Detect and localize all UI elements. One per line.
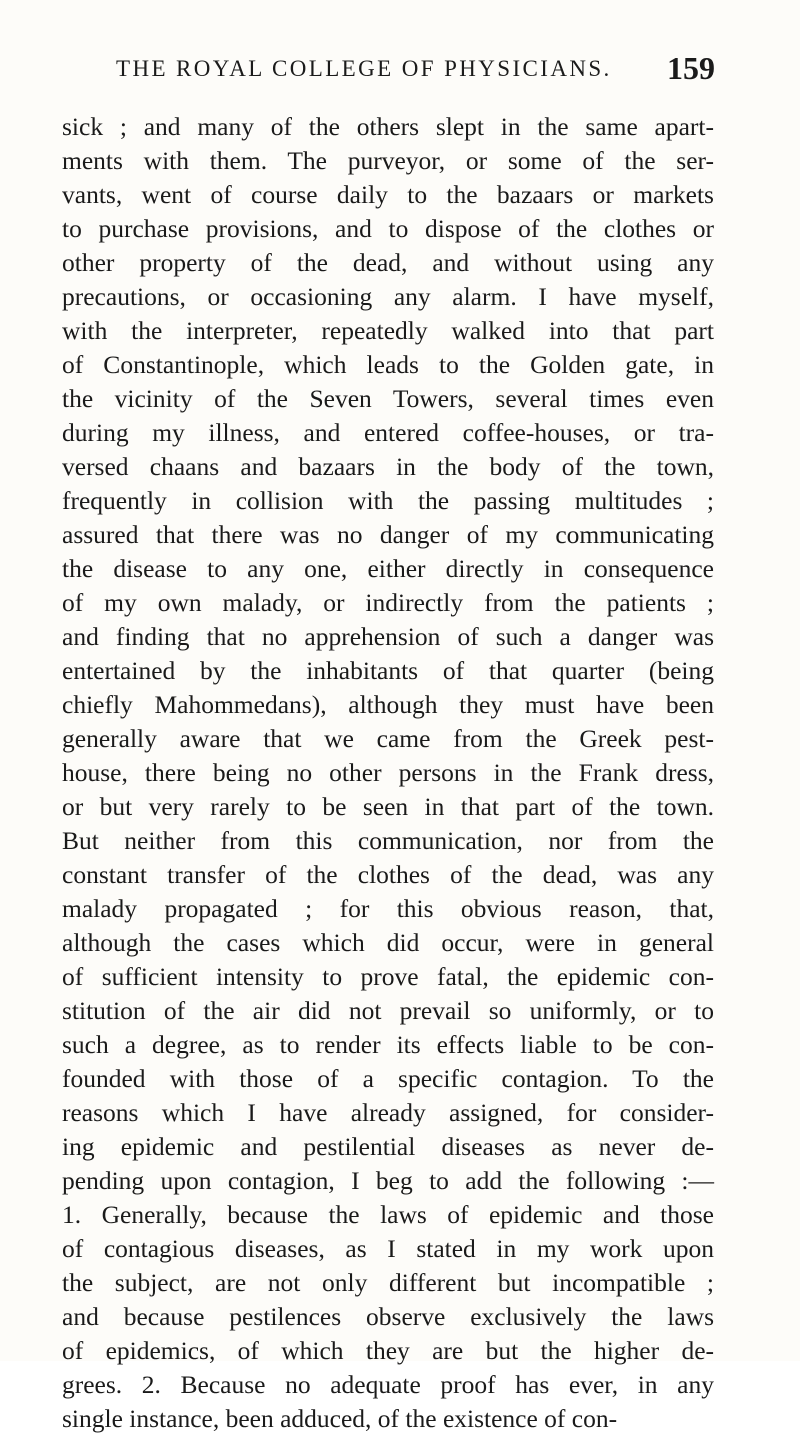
text-line: ing epidemic and pestilential diseases as never de- (62, 1132, 714, 1161)
text-line: chiefly Mahommedans), although they must have been (62, 690, 714, 719)
text-line: during my illness, and entered coffee-houses, or tra- (62, 418, 714, 447)
body-text (62, 110, 714, 1436)
text-line: the vicinity of the Seven Towers, several times even (62, 384, 714, 413)
text-line: frequently in collision with the passing multitudes ; (62, 486, 714, 515)
text-line: the subject, are not only different but incompatible ; (62, 1268, 714, 1297)
text-line: ments with them. The purveyor, or some of the ser- (62, 146, 714, 175)
text-line: stitution of the air did not prevail so uniformly, or to (62, 996, 714, 1025)
text-line: pending upon contagion, I beg to add the following :— (62, 1166, 714, 1195)
page-number: 159 (667, 50, 715, 86)
text-line: and finding that no apprehension of such a danger was (62, 622, 714, 651)
text-line: assured that there was no danger of my communicating (62, 520, 714, 549)
text-line: grees. 2. Because no adequate proof has ever, in any (62, 1370, 714, 1399)
text-line: of Constantinople, which leads to the Golden gate, in (62, 350, 714, 379)
text-line: with the interpreter, repeatedly walked into that part (62, 316, 714, 345)
text-line: 1. Generally, because the laws of epidemic and those (62, 1200, 714, 1229)
text-line: reasons which I have already assigned, for consider- (62, 1098, 714, 1127)
running-head (60, 50, 715, 90)
text-line: of contagious diseases, as I stated in my work upon (62, 1234, 714, 1263)
text-line: But neither from this communication, nor from the (62, 826, 714, 855)
text-line: entertained by the inhabitants of that quarter (being (62, 656, 714, 685)
text-line: founded with those of a specific contagion. To the (62, 1064, 714, 1093)
text-line: house, there being no other persons in the Frank dress, (62, 758, 714, 787)
text-line: although the cases which did occur, were in general (62, 928, 714, 957)
text-line: other property of the dead, and without using any (62, 248, 714, 277)
text-line: or but very rarely to be seen in that part of the town. (62, 792, 714, 821)
text-line: and because pestilences observe exclusively the laws (62, 1302, 714, 1331)
text-line: generally aware that we came from the Greek pest- (62, 724, 714, 753)
text-line: sick ; and many of the others slept in the same apart- (62, 112, 714, 141)
text-line: versed chaans and bazaars in the body of the town, (62, 452, 714, 481)
text-line: of epidemics, of which they are but the higher de- (62, 1336, 714, 1365)
text-line: to purchase provisions, and to dispose of the clothes or (62, 214, 714, 243)
text-line: vants, went of course daily to the bazaars or markets (62, 180, 714, 209)
text-line: precautions, or occasioning any alarm. I have myself, (62, 282, 714, 311)
text-line: the disease to any one, either directly in consequence (62, 554, 714, 583)
running-title: THE ROYAL COLLEGE OF PHYSICIANS. (116, 56, 612, 81)
text-line: such a degree, as to render its effects liable to be con- (62, 1030, 714, 1059)
text-line: constant transfer of the clothes of the dead, was any (62, 860, 714, 889)
text-line: single instance, been adduced, of the existence of con- (62, 1404, 618, 1433)
text-line: of sufficient intensity to prove fatal, the epidemic con- (62, 962, 714, 991)
text-line: of my own malady, or indirectly from the patients ; (62, 588, 714, 617)
text-line: malady propagated ; for this obvious reason, that, (62, 894, 714, 923)
